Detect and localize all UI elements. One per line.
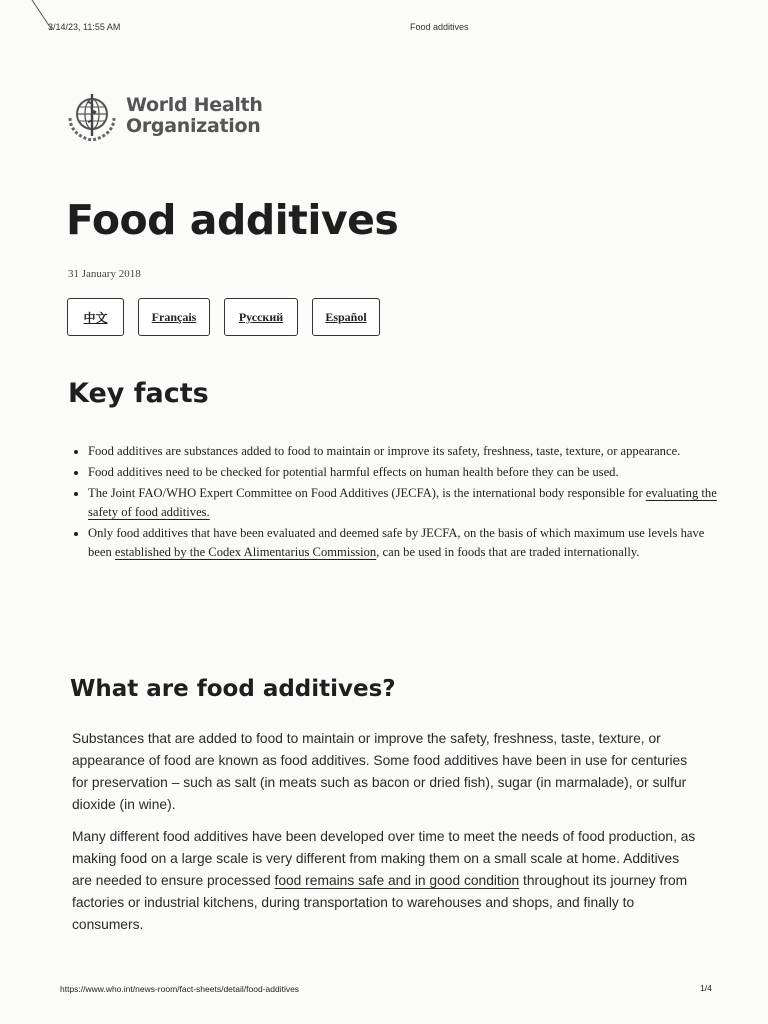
footer-url: https://www.who.int/news-room/fact-sheets/detail/food-additives <box>60 984 300 994</box>
lang-button-chinese[interactable]: 中文 <box>67 298 124 336</box>
publish-date: 31 January 2018 <box>68 268 141 280</box>
paragraph-1: Substances that are added to food to maintain or improve the safety, freshness, taste, texture, or appearance of food are known as food additives. Some food additives have been in use for centuries for preservation – such as salt (in meats such as bacon or dried fish), sugar (in marmalade), or sulfur dioxide (in wine). <box>72 731 688 812</box>
print-datetime: 3/14/23, 11:55 AM <box>48 22 121 32</box>
lang-button-french[interactable]: Français <box>138 298 210 336</box>
fact-link-evaluating-safety[interactable]: evaluating the safety of food additives. <box>88 486 717 519</box>
list-item <box>88 442 728 461</box>
list-item <box>88 484 728 522</box>
fact-text: Food additives are substances added to food to maintain or improve its safety, freshness, taste, texture, or appearance. <box>88 444 681 458</box>
list-item <box>88 463 728 482</box>
key-facts-list <box>70 442 728 564</box>
logo-line-2: Organization <box>126 115 261 137</box>
key-facts-heading: Key facts <box>68 378 209 409</box>
fact-text: Only food additives that have been evaluated and deemed safe by JECFA, on the basis of which maximum use levels have been <box>88 526 705 559</box>
fact-text: The Joint FAO/WHO Expert Committee on Food Additives (JECFA), is the international body responsible for <box>88 486 646 500</box>
print-title: Food additives <box>410 22 469 32</box>
lang-button-russian[interactable]: Русский <box>224 298 298 336</box>
paragraph-link-good-condition[interactable]: food remains safe and in good condition <box>274 873 520 888</box>
paragraph-2 <box>72 826 702 936</box>
logo-wordmark <box>126 95 263 137</box>
fact-text: Food additives need to be checked for potential harmful effects on human health before they can be used. <box>88 465 619 479</box>
who-logo[interactable] <box>64 88 264 144</box>
list-item <box>88 524 728 562</box>
lang-button-spanish[interactable]: Español <box>312 298 380 336</box>
fact-text: , can be used in foods that are traded internationally. <box>376 545 640 559</box>
who-emblem-icon <box>64 88 120 144</box>
logo-line-1: World Health <box>126 94 263 116</box>
paragraph-text: Many different food additives have been developed over time to meet the needs of food production, as making food on a large scale is very different from making them on a small scale at home. Additives are needed to ensure processed <box>72 829 696 888</box>
fact-link-codex[interactable]: established by the Codex Alimentarius Commission <box>114 545 377 559</box>
what-are-heading: What are food additives? <box>70 676 396 702</box>
footer-page-number: 1/4 <box>700 983 712 993</box>
page-title: Food additives <box>66 196 399 244</box>
language-switcher <box>67 298 380 336</box>
paragraph-text: throughout its journey from factories or industrial kitchens, during transportation to warehouses and shops, and finally to consumers. <box>72 873 688 932</box>
